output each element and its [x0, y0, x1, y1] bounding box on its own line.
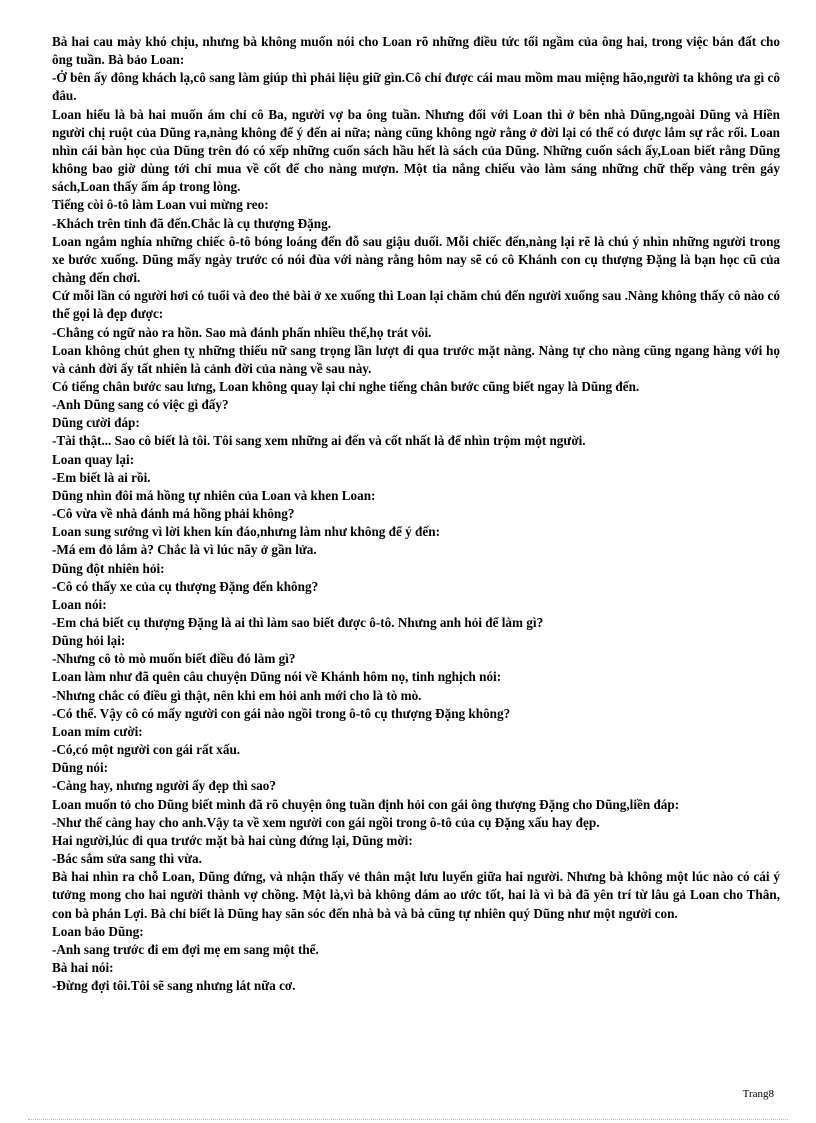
- paragraph: Bà hai nhìn ra chỗ Loan, Dũng đứng, và nhận thấy vẻ thân mật lưu luyến giữa hai người. Nhưng bà không một lúc nào có cái ý tưởng mong cho hai người thành vợ chồng. Một là,vì bà không dám ao ước tốt, hai là vì bà đã yên trí từ lâu gả Loan cho Thân, con bà phán Lợi. Bà chỉ biết là Dũng hay săn sóc đến nhà bà và bà cũng tự nhiên quý Dũng như một người con.: [52, 869, 780, 921]
- paragraph: -Nhưng chắc có điều gì thật, nên khi em hỏi anh mới cho là tò mò.: [52, 687, 422, 703]
- paragraph: Loan không chút ghen tỵ những thiếu nữ sang trọng lần lượt đi qua trước mặt nàng. Nàng tự cho nàng cũng ngang hàng với họ và cảnh đời ấy tất nhiên là cảnh đời của nàng về sau này.: [52, 342, 780, 376]
- paragraph: Dũng đột nhiên hỏi:: [52, 560, 165, 576]
- paragraph: Hai người,lúc đi qua trước mặt bà hai cùng đứng lại, Dũng mời:: [52, 832, 413, 848]
- page-number: Trang8: [742, 1088, 774, 1100]
- paragraph: -Anh Dũng sang có việc gì đấy?: [52, 397, 229, 413]
- paragraph: -Má em đỏ lắm à? Chắc là vì lúc nãy ở gần lửa.: [52, 542, 317, 558]
- paragraph: Loan sung sướng vì lời khen kín đáo,nhưng làm như không để ý đến:: [52, 524, 440, 540]
- paragraph: -Bác sắm sửa sang thì vừa.: [52, 851, 202, 867]
- paragraph: -Khách trên tỉnh đã đến.Chắc là cụ thượng Đặng.: [52, 215, 332, 231]
- paragraph: Loan hiểu là bà hai muốn ám chỉ cô Ba, người vợ ba ông tuần. Nhưng đối với Loan thì ở bên nhà Dũng,ngoài Dũng và Hiền người chị ruột của Dũng ra,nàng không để ý đến ai nữa; nàng cũng không ngờ rằng ở đời lại có thể có được lắm sự rắc rối. Loan nhìn cái bàn học của Dũng trên đó có xếp những cuốn sách hầu hết là sách của Dũng. Những cuốn sách ấy,Loan biết rằng Dũng không bao giờ dùng tới chỉ mua về cốt để cho nàng mượn. Một tia nắng chiếu vào làm sáng những chữ thếp vàng trên gáy sách,Loan thấy ấm áp trong lòng.: [52, 106, 780, 195]
- paragraph: -Anh sang trước đi em đợi mẹ em sang một thể.: [52, 941, 319, 957]
- page-divider: [28, 1119, 788, 1120]
- paragraph: Tiếng còi ô-tô làm Loan vui mừng reo:: [52, 197, 269, 213]
- paragraph: Loan muốn tỏ cho Dũng biết mình đã rõ chuyện ông tuần định hỏi con gái ông thượng Đặng cho Dũng,liền đáp:: [52, 796, 680, 812]
- paragraph: Loan ngắm nghía những chiếc ô-tô bóng loáng đến đỗ sau giậu duối. Mỗi chiếc đến,nàng lại rẽ là chú ý nhìn những người trong xe bước xuống. Dũng mấy ngày trước có nói đùa với nàng rằng hôm nay sẽ có cô Khánh con cụ thượng Đặng là bạn học cũ của chàng đến chơi.: [52, 233, 780, 286]
- paragraph: -Nhưng cô tò mò muốn biết điều đó làm gì?: [52, 651, 296, 667]
- paragraph: Bà hai cau mày khó chịu, nhưng bà không muốn nói cho Loan rõ những điều tức tối ngầm của ông hai, trong việc bán đất cho ông tuần. Bà bảo Loan:: [52, 34, 780, 68]
- paragraph: -Em biết là ai rồi.: [52, 469, 151, 485]
- paragraph: -Có thể. Vậy cô có mấy người con gái nào ngồi trong ô-tô cụ thượng Đặng không?: [52, 705, 511, 721]
- page-body: [52, 33, 780, 995]
- paragraph: -Đừng đợi tôi.Tôi sẽ sang nhưng lát nữa cơ.: [52, 978, 296, 994]
- paragraph: Loan quay lại:: [52, 451, 135, 467]
- paragraph: Dũng cười đáp:: [52, 415, 140, 431]
- paragraph: Có tiếng chân bước sau lưng, Loan không quay lại chỉ nghe tiếng chân bước cũng biết ngay là Dũng đến.: [52, 378, 640, 394]
- paragraph: -Ở bên ấy đông khách lạ,cô sang làm giúp thì phải liệu giữ gìn.Cô chỉ được cái mau mồm mau miệng hão,người ta không ưa gì cô đâu.: [52, 70, 780, 104]
- paragraph: Bà hai nói:: [52, 959, 114, 975]
- paragraph: Loan mỉm cười:: [52, 723, 143, 739]
- paragraph: Loan bảo Dũng:: [52, 923, 144, 939]
- paragraph: Cứ mỗi lần có người hơi có tuổi và đeo thẻ bài ở xe xuống thì Loan lại chăm chú đến người xuống sau .Nàng không thấy cô nào có thể gọi là đẹp được:: [52, 288, 780, 322]
- paragraph: -Tài thật... Sao cô biết là tôi. Tôi sang xem những ai đến và cốt nhất là để nhìn trộm một người.: [52, 433, 586, 449]
- paragraph: -Có,có một người con gái rất xấu.: [52, 742, 241, 758]
- paragraph: -Càng hay, nhưng người ấy đẹp thì sao?: [52, 778, 276, 794]
- paragraph: Loan nói:: [52, 596, 107, 612]
- paragraph: Loan làm như đã quên câu chuyện Dũng nói về Khánh hôm nọ, tinh nghịch nói:: [52, 669, 502, 685]
- paragraph: -Chẳng có ngữ nào ra hồn. Sao mà đánh phấn nhiều thế,họ trát vôi.: [52, 324, 432, 340]
- paragraph: Dũng nói:: [52, 760, 109, 776]
- paragraph: -Như thế càng hay cho anh.Vậy ta về xem người con gái ngồi trong ô-tô của cụ Đặng xấu hay đẹp.: [52, 814, 600, 830]
- paragraph: -Cô có thấy xe của cụ thượng Đặng đến không?: [52, 578, 319, 594]
- paragraph: -Em chả biết cụ thượng Đặng là ai thì làm sao biết được ô-tô. Nhưng anh hỏi để làm gì?: [52, 615, 544, 630]
- paragraph: Dũng hỏi lại:: [52, 633, 126, 649]
- paragraph: Dũng nhìn đôi má hồng tự nhiên của Loan và khen Loan:: [52, 487, 376, 503]
- paragraph: -Cô vừa về nhà đánh má hồng phải không?: [52, 506, 295, 522]
